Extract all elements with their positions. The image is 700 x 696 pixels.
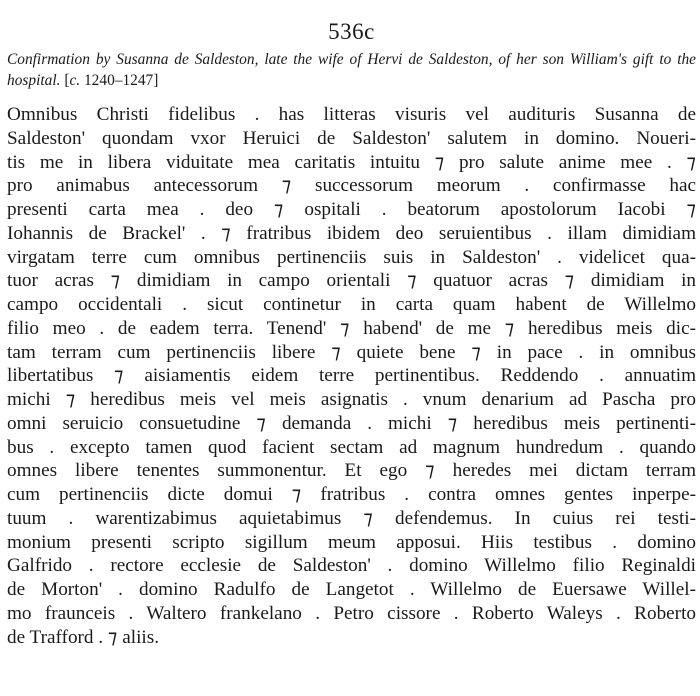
text-line: tuum . warentizabimus aquietabimus ⁊ defendemus. In cuius rei testi- [7, 507, 696, 529]
text-line: campo occidentali . sicut continetur in carta quam habent de Willelmo [7, 294, 696, 315]
date-circa: c. [69, 72, 81, 89]
text-line: michi ⁊ heredibus meis vel meis asignatis . vnum denarium ad Pascha pro [7, 389, 696, 410]
text-line: Galfrido . rectore ecclesie de Saldeston' . domino Willelmo filio Reginaldi [7, 555, 696, 577]
text-line: tam terram cum pertinenciis libere ⁊ quiete bene ⁊ in pace . in omnibus [7, 341, 696, 363]
document-heading [7, 49, 696, 91]
text-line: libertatibus ⁊ aisiamentis eidem terre pertinentibus. Reddendo . annuatim [7, 365, 696, 387]
text-line: pro animabus antecessorum ⁊ successorum meorum . confirmasse hac [7, 175, 696, 197]
text-line: tis me in libera viduitate mea caritatis intuitu ⁊ pro salute anime mee . ⁊ [7, 151, 696, 173]
text-line: de Trafford . ⁊ aliis. [7, 626, 160, 648]
text-line: virgatam terre cum omnibus pertinenciis suis in Saldeston' . videlicet qua- [7, 246, 696, 268]
text-line: tuor acras ⁊ dimidiam in campo orientali ⁊ quatuor acras ⁊ dimidiam in [7, 270, 696, 292]
document-number: 536c [328, 19, 375, 44]
text-line: Iohannis de Brackel' . ⁊ fratribus ibidem deo seruientibus . illam dimidiam [7, 222, 696, 244]
date-range: 1240–1247] [80, 72, 159, 89]
text-line: filio meo . de eadem terra. Tenend' ⁊ habend' de me ⁊ heredibus meis dic- [7, 317, 696, 339]
heading-date [64, 72, 158, 89]
text-line: Saldeston' quondam vxor Heruici de Saldeston' salutem in domino. Noueri- [7, 127, 696, 149]
text-line: cum pertinenciis dicte domui ⁊ fratribus . contra omnes gentes inperpe- [7, 484, 696, 505]
text-line: de Morton' . domino Radulfo de Langetot . Willelmo de Euersawe Willel- [7, 579, 696, 600]
text-line: mo fraunceis . Waltero frankelano . Petro cissore . Roberto Waleys . Roberto [7, 602, 696, 624]
text-line: omni seruicio consuetudine ⁊ demanda . michi ⁊ heredibus meis pertinenti- [7, 412, 696, 434]
heading-text: Confirmation by Susanna de Saldeston, late the wife of Hervi de Saldeston, of her son William's gift to the hospital. [7, 51, 696, 89]
text-line: omnes libere tenentes summonentur. Et ego ⁊ heredes mei dictam terram [7, 460, 696, 482]
date-open-bracket: [ [64, 72, 70, 89]
charter-text [7, 103, 696, 649]
text-line: bus . excepto tamen quod facient sectam ad magnum hundredum . quando [7, 436, 696, 458]
text-line: monium presenti scripto sigillum meum apposui. Hiis testibus . domino [7, 531, 696, 553]
text-line: presenti carta mea . deo ⁊ ospitali . beatorum apostolorum Iacobi ⁊ [7, 199, 696, 220]
text-line: Omnibus Christi fidelibus . has litteras visuris vel audituris Susanna de [7, 104, 696, 125]
